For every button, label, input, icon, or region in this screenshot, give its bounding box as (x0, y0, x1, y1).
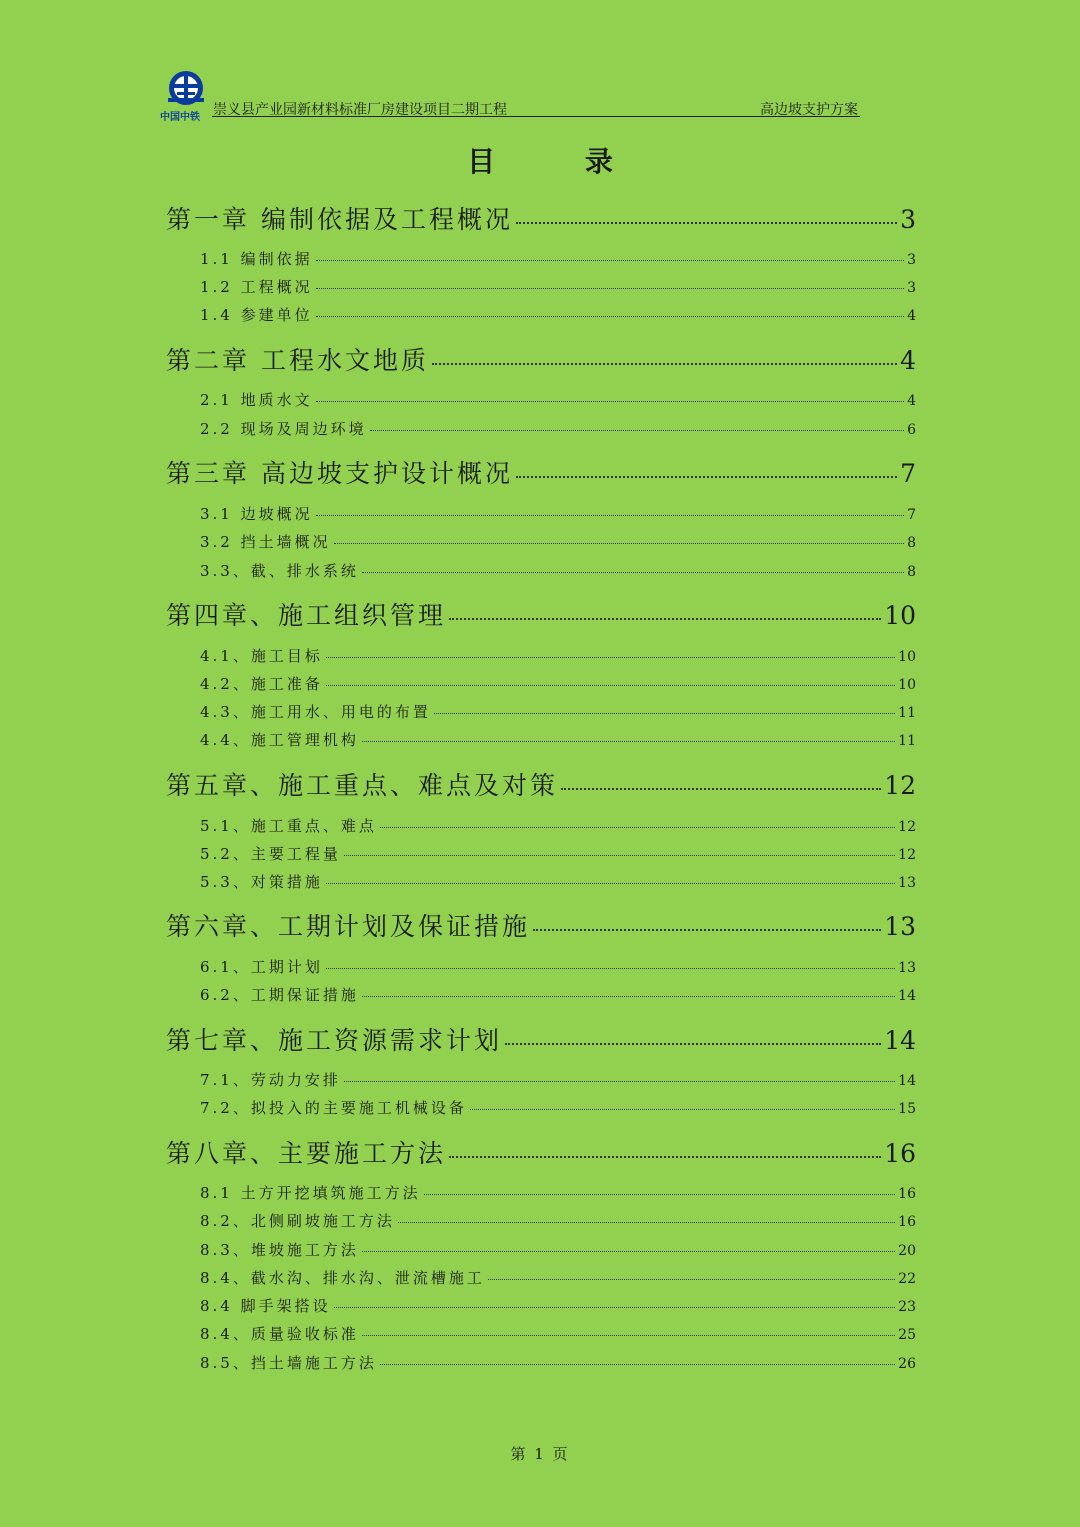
toc-page-number: 13 (898, 875, 916, 891)
toc-chapter-entry[interactable] (166, 766, 916, 802)
toc-page-number: 7 (900, 459, 916, 488)
toc-leader-dots (370, 430, 904, 431)
toc-chapter-entry[interactable] (166, 200, 916, 236)
toc-section-entry[interactable] (200, 418, 916, 439)
toc-entry-title: 8.4、质量验收标准 (200, 1325, 359, 1343)
toc-section-entry[interactable] (200, 815, 916, 836)
header-document-title: 高边坡支护方案 (760, 102, 858, 118)
toc-section-entry[interactable] (200, 645, 916, 666)
toc-leader-dots (316, 260, 904, 261)
toc-page-number: 10 (898, 677, 916, 693)
toc-entry-title: 3.3、截、排水系统 (200, 562, 359, 580)
toc-page-number: 14 (884, 1026, 916, 1055)
toc-page-number: 11 (898, 705, 916, 721)
toc-leader-dots (533, 929, 881, 931)
toc-leader-dots (316, 288, 904, 289)
toc-chapter-entry[interactable] (166, 1134, 916, 1170)
toc-page-number: 26 (898, 1356, 916, 1372)
toc-section-entry[interactable] (200, 729, 916, 750)
toc-entry-title: 3.2 挡土墙概况 (200, 533, 331, 551)
toc-page-number: 12 (884, 771, 916, 800)
toc-chapter-entry[interactable] (166, 596, 916, 632)
toc-leader-dots (424, 1194, 896, 1195)
toc-section-entry[interactable] (200, 1069, 916, 1090)
toc-entry-title: 第一章 编制依据及工程概况 (166, 205, 513, 234)
toc-entry-title: 6.2、工期保证措施 (200, 986, 359, 1004)
toc-leader-dots (470, 1109, 895, 1110)
toc-entry-title: 第三章 高边坡支护设计概况 (166, 459, 513, 488)
toc-leader-dots (434, 713, 895, 714)
toc-entry-title: 4.4、施工管理机构 (200, 731, 359, 749)
toc-page-number: 8 (907, 535, 916, 551)
toc-entry-title: 4.1、施工目标 (200, 647, 323, 665)
toc-entry-title: 7.2、拟投入的主要施工机械设备 (200, 1099, 467, 1117)
toc-page-number: 20 (898, 1243, 916, 1259)
toc-page-number: 3 (907, 252, 916, 268)
toc-leader-dots (362, 741, 895, 742)
toc-section-entry[interactable] (200, 248, 916, 269)
toc-section-entry[interactable] (200, 984, 916, 1005)
toc-leader-dots (362, 1335, 895, 1336)
toc-section-entry[interactable] (200, 503, 916, 524)
toc-page-number: 4 (907, 393, 916, 409)
toc-entry-title: 4.3、施工用水、用电的布置 (200, 703, 431, 721)
toc-section-entry[interactable] (200, 1323, 916, 1344)
toc-leader-dots (505, 1043, 881, 1045)
toc-leader-dots (326, 657, 895, 658)
toc-section-entry[interactable] (200, 843, 916, 864)
toc-page-number: 6 (907, 422, 916, 438)
toc-leader-dots (449, 1156, 881, 1158)
toc-page-number: 23 (898, 1299, 916, 1315)
toc-chapter-entry[interactable] (166, 907, 916, 943)
toc-section-entry[interactable] (200, 1352, 916, 1373)
toc-entry-title: 8.2、北侧刷坡施工方法 (200, 1212, 395, 1230)
toc-page-number: 3 (900, 205, 916, 234)
toc-section-entry[interactable] (200, 531, 916, 552)
toc-leader-dots (316, 401, 904, 402)
toc-leader-dots (316, 316, 904, 317)
toc-entry-title: 5.1、施工重点、难点 (200, 817, 377, 835)
toc-page-number: 15 (898, 1101, 916, 1117)
toc-chapter-entry[interactable] (166, 341, 916, 377)
toc-leader-dots (561, 788, 881, 790)
toc-section-entry[interactable] (200, 276, 916, 297)
toc-entry-title: 8.4 脚手架搭设 (200, 1297, 331, 1315)
toc-entry-title: 第六章、工期计划及保证措施 (166, 912, 531, 941)
toc-page-number: 14 (898, 1073, 916, 1089)
toc-page-number: 7 (907, 507, 916, 523)
toc-page-number: 16 (898, 1186, 916, 1202)
toc-entry-title: 8.5、挡土墙施工方法 (200, 1354, 377, 1372)
toc-leader-dots (449, 618, 881, 620)
toc-entry-title: 1.2 工程概况 (200, 278, 313, 296)
toc-leader-dots (326, 685, 895, 686)
toc-section-entry[interactable] (200, 1210, 916, 1231)
toc-entry-title: 第五章、施工重点、难点及对策 (166, 771, 559, 800)
toc-leader-dots (362, 572, 904, 573)
toc-section-entry[interactable] (200, 673, 916, 694)
toc-page-number: 8 (907, 564, 916, 580)
toc-entry-title: 2.2 现场及周边环境 (200, 420, 367, 438)
header-project-title: 崇义县产业园新材料标准厂房建设项目二期工程 (213, 102, 507, 118)
toc-page-number: 22 (898, 1271, 916, 1287)
toc-chapter-entry[interactable] (166, 1021, 916, 1057)
toc-page-number: 16 (884, 1139, 916, 1168)
toc-entry-title: 5.2、主要工程量 (200, 845, 341, 863)
toc-leader-dots (362, 996, 895, 997)
toc-entry-title: 第八章、主要施工方法 (166, 1139, 447, 1168)
toc-page-number: 13 (884, 912, 916, 941)
toc-entry-title: 1.4 参建单位 (200, 306, 313, 324)
toc-page-number: 3 (907, 280, 916, 296)
toc-section-entry[interactable] (200, 560, 916, 581)
toc-entry-title: 6.1、工期计划 (200, 958, 323, 976)
toc-leader-dots (398, 1222, 895, 1223)
toc-page-number: 16 (898, 1214, 916, 1230)
toc-leader-dots (344, 1081, 895, 1082)
toc-leader-dots (362, 1251, 895, 1252)
toc-leader-dots (326, 968, 895, 969)
toc-section-entry[interactable] (200, 871, 916, 892)
toc-leader-dots (432, 363, 897, 365)
toc-page-number: 25 (898, 1327, 916, 1343)
toc-title: 目 录 (467, 145, 653, 178)
toc-page-number: 10 (884, 601, 916, 630)
toc-leader-dots (488, 1279, 895, 1280)
toc-entry-title: 2.1 地质水文 (200, 391, 313, 409)
header-divider (212, 116, 860, 117)
toc-leader-dots (334, 1307, 896, 1308)
toc-leader-dots (516, 476, 897, 478)
toc-page-number: 11 (898, 733, 916, 749)
toc-leader-dots (516, 222, 897, 224)
logo-text: 中国中铁 (160, 108, 200, 123)
toc-entry-title: 5.3、对策措施 (200, 873, 323, 891)
toc-section-entry[interactable] (200, 1239, 916, 1260)
toc-page-number: 13 (898, 960, 916, 976)
toc-entry-title: 4.2、施工准备 (200, 675, 323, 693)
toc-leader-dots (334, 543, 904, 544)
toc-section-entry[interactable] (200, 956, 916, 977)
page-header (160, 70, 860, 123)
toc-section-entry[interactable] (200, 1267, 916, 1288)
toc-entry-title: 第七章、施工资源需求计划 (166, 1026, 503, 1055)
toc-entry-title: 8.3、堆坡施工方法 (200, 1241, 359, 1259)
toc-section-entry[interactable] (200, 1182, 916, 1203)
toc-section-entry[interactable] (200, 1097, 916, 1118)
toc-leader-dots (316, 515, 904, 516)
toc-entry-title: 第四章、施工组织管理 (166, 601, 447, 630)
toc-leader-dots (344, 855, 895, 856)
toc-entry-title: 1.1 编制依据 (200, 250, 313, 268)
toc-section-entry[interactable] (200, 389, 916, 410)
toc-section-entry[interactable] (200, 701, 916, 722)
toc-section-entry[interactable] (200, 1295, 916, 1316)
toc-section-entry[interactable] (200, 304, 916, 325)
toc-entry-title: 8.4、截水沟、排水沟、泄流槽施工 (200, 1269, 485, 1287)
toc-page-number: 14 (898, 988, 916, 1004)
toc-leader-dots (380, 1364, 895, 1365)
toc-page-number: 12 (898, 847, 916, 863)
toc-entry-title: 3.1 边坡概况 (200, 505, 313, 523)
toc-leader-dots (380, 827, 895, 828)
toc-leader-dots (326, 883, 895, 884)
toc-chapter-entry[interactable] (166, 454, 916, 490)
toc-entry-title: 第二章 工程水文地质 (166, 346, 429, 375)
toc-page-number: 10 (898, 649, 916, 665)
page-footer: 第 1 页 (510, 1445, 570, 1463)
company-logo (160, 70, 212, 123)
toc-entry-title: 7.1、劳动力安排 (200, 1071, 341, 1089)
toc-page-number: 4 (907, 308, 916, 324)
crec-logo-icon (160, 70, 212, 110)
toc-page-number: 4 (900, 346, 916, 375)
toc-entry-title: 8.1 土方开挖填筑施工方法 (200, 1184, 421, 1202)
toc-page-number: 12 (898, 819, 916, 835)
